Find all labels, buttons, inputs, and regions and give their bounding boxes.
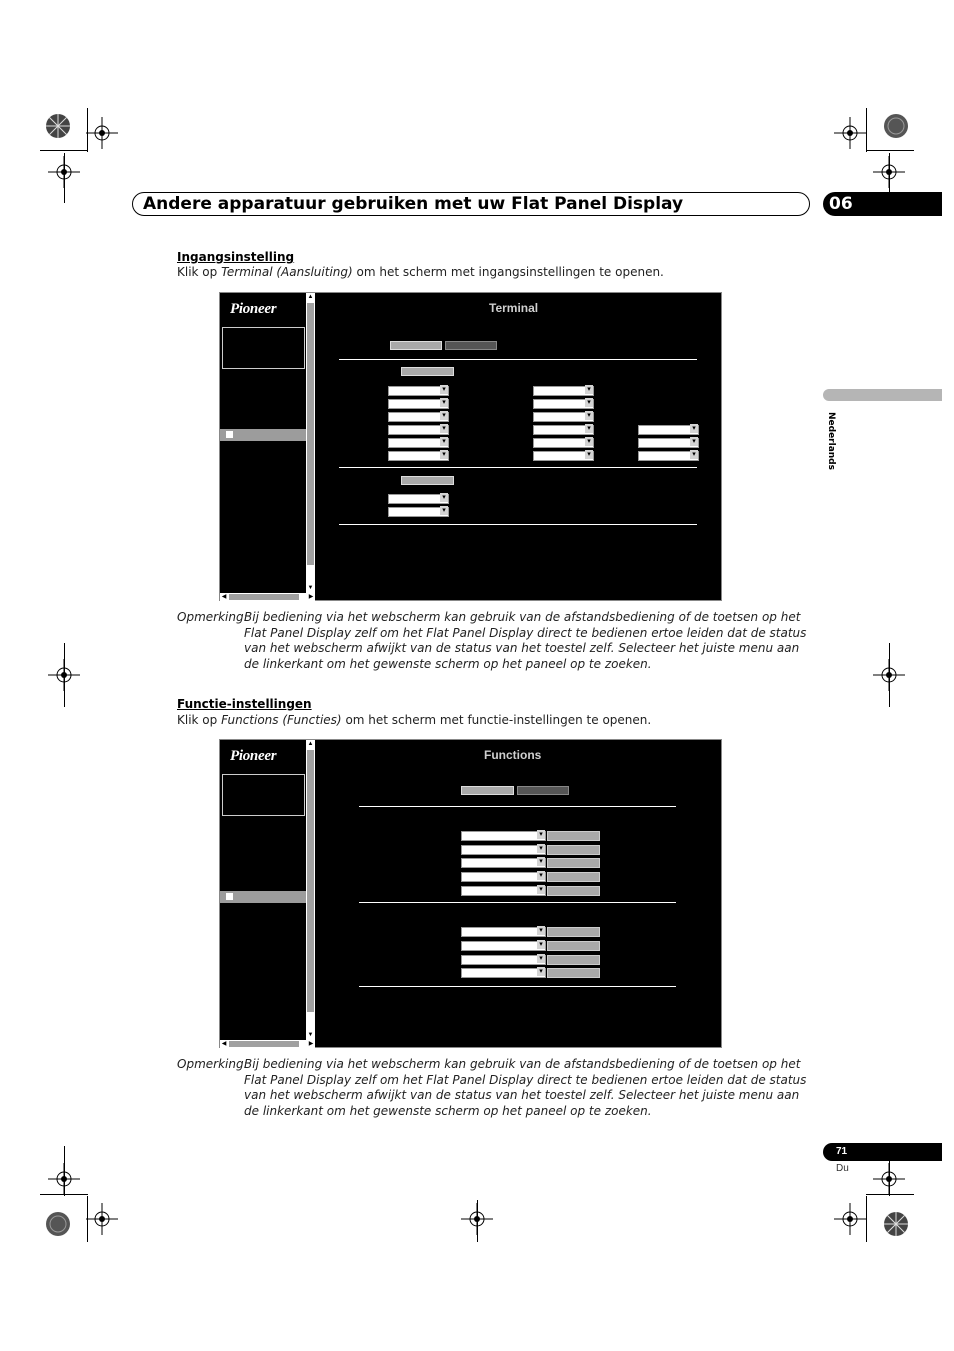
sidebar-item-selected[interactable] — [220, 891, 306, 903]
crosshair-icon — [48, 156, 80, 188]
language-tab — [823, 389, 942, 401]
horizontal-scrollbar[interactable] — [220, 593, 315, 601]
value-box[interactable] — [547, 886, 600, 896]
scroll-down-icon[interactable]: ▼ — [307, 1032, 314, 1038]
dropdown[interactable] — [533, 451, 594, 461]
screenshot-sidebar — [220, 293, 306, 600]
value-box[interactable] — [547, 941, 600, 951]
dropdown[interactable] — [461, 831, 546, 841]
dropdown[interactable] — [388, 451, 449, 461]
sidebar-box — [222, 327, 305, 369]
scroll-thumb[interactable] — [229, 594, 299, 600]
scroll-down-icon[interactable]: ▼ — [307, 585, 314, 591]
dropdown[interactable] — [461, 955, 546, 965]
value-box[interactable] — [547, 968, 600, 978]
page-number: 71 — [836, 1146, 848, 1157]
dropdown[interactable] — [461, 968, 546, 978]
registration-wheel-icon — [44, 1210, 72, 1238]
dropdown[interactable] — [388, 399, 449, 409]
tab-button[interactable] — [517, 786, 569, 795]
checkbox-icon — [226, 893, 233, 900]
value-box[interactable] — [547, 955, 600, 965]
dropdown[interactable] — [638, 438, 699, 448]
divider — [339, 359, 697, 360]
value-box[interactable] — [547, 831, 600, 841]
chapter-badge — [823, 192, 942, 216]
pioneer-logo: Pioneer — [230, 748, 277, 764]
screenshot-sidebar — [220, 740, 306, 1047]
functions-screenshot — [219, 739, 722, 1048]
menu-reference: Functions (Functies) — [221, 713, 342, 727]
section-button[interactable] — [401, 476, 454, 485]
dropdown[interactable] — [461, 872, 546, 882]
dropdown[interactable] — [533, 425, 594, 435]
vertical-scrollbar[interactable] — [306, 293, 315, 593]
dropdown[interactable] — [533, 399, 594, 409]
dropdown[interactable] — [388, 386, 449, 396]
value-box[interactable] — [547, 858, 600, 868]
scroll-thumb[interactable] — [307, 750, 314, 1012]
page-title-bar — [132, 192, 810, 216]
note-text: Bij bediening via het webscherm kan gebruik van de afstandsbediening of de toetsen op het Flat Panel Display zelf om het Flat Panel Display direct te bedienen ertoe leiden dat de status van het webscherm afwijkt van de status van het toestel zelf. Selecteer het juiste menu aan de linkerkant om het gewenste scherm op het paneel op te zoeken. — [244, 1057, 807, 1118]
dropdown[interactable] — [461, 845, 546, 855]
vertical-scrollbar[interactable] — [306, 740, 315, 1040]
page-title: Andere apparatuur gebruiken met uw Flat Panel Display — [143, 194, 684, 214]
language-label: Nederlands — [826, 412, 836, 470]
tab-button-active[interactable] — [461, 786, 514, 795]
screen-title: Terminal — [489, 301, 539, 315]
scroll-thumb[interactable] — [307, 303, 314, 565]
section-intro: Klik op Functions (Functies) om het scherm met functie-instellingen te openen. — [177, 713, 652, 727]
crosshair-icon — [461, 1203, 493, 1235]
registration-wheel-icon — [882, 1210, 910, 1238]
dropdown[interactable] — [388, 412, 449, 422]
terminal-screenshot — [219, 292, 722, 601]
dropdown[interactable] — [461, 927, 546, 937]
note-label: Opmerking: — [177, 610, 248, 624]
crosshair-icon — [48, 1163, 80, 1195]
scroll-left-icon[interactable]: ◀ — [221, 594, 227, 600]
dropdown[interactable] — [461, 886, 546, 896]
dropdown[interactable] — [388, 425, 449, 435]
divider — [339, 467, 697, 468]
scroll-up-icon[interactable]: ▲ — [307, 294, 314, 300]
section-button[interactable] — [401, 367, 454, 376]
divider — [359, 986, 676, 987]
dropdown[interactable] — [388, 438, 449, 448]
pioneer-logo: Pioneer — [230, 301, 277, 317]
dropdown[interactable] — [638, 425, 699, 435]
crosshair-icon — [873, 659, 905, 691]
scroll-right-icon[interactable]: ▶ — [308, 594, 314, 600]
dropdown[interactable] — [533, 412, 594, 422]
divider — [339, 524, 697, 525]
checkbox-icon — [226, 431, 233, 438]
value-box[interactable] — [547, 845, 600, 855]
dropdown[interactable] — [388, 507, 449, 517]
divider — [359, 902, 676, 903]
crosshair-icon — [873, 156, 905, 188]
tab-button[interactable] — [445, 341, 497, 350]
registration-wheel-icon — [44, 112, 72, 140]
scroll-thumb[interactable] — [229, 1041, 299, 1047]
dropdown[interactable] — [533, 386, 594, 396]
section-intro: Klik op Terminal (Aansluiting) om het scherm met ingangsinstellingen te openen. — [177, 265, 664, 279]
page-number-badge — [823, 1143, 942, 1161]
dropdown[interactable] — [461, 941, 546, 951]
dropdown[interactable] — [638, 451, 699, 461]
dropdown[interactable] — [533, 438, 594, 448]
value-box[interactable] — [547, 927, 600, 937]
sidebar-box — [222, 774, 305, 816]
screen-title: Functions — [484, 748, 542, 762]
crosshair-icon — [48, 659, 80, 691]
scroll-left-icon[interactable]: ◀ — [221, 1041, 227, 1047]
crosshair-icon — [834, 117, 866, 149]
horizontal-scrollbar[interactable] — [220, 1040, 315, 1048]
section-heading-functie-instellingen: Functie-instellingen — [177, 697, 312, 711]
crosshair-icon — [86, 117, 118, 149]
menu-reference: Terminal (Aansluiting) — [221, 265, 353, 279]
tab-button-active[interactable] — [390, 341, 442, 350]
crosshair-icon — [834, 1203, 866, 1235]
note-label: Opmerking: — [177, 1057, 248, 1071]
divider — [359, 806, 676, 807]
sidebar-item-selected[interactable] — [220, 429, 306, 441]
crosshair-icon — [873, 1163, 905, 1195]
scroll-up-icon[interactable]: ▲ — [307, 741, 314, 747]
value-box[interactable] — [547, 872, 600, 882]
dropdown[interactable] — [461, 858, 546, 868]
section-heading-ingangsinstelling: Ingangsinstelling — [177, 250, 295, 264]
note-text: Bij bediening via het webscherm kan gebruik van de afstandsbediening of de toetsen op het Flat Panel Display zelf om het Flat Panel Display direct te bedienen ertoe leiden dat de status van het webscherm afwijkt van de status van het toestel zelf. Selecteer het juiste menu aan de linkerkant om het gewenste scherm op het paneel op te zoeken. — [244, 610, 807, 671]
language-code: Du — [836, 1163, 849, 1174]
dropdown[interactable] — [388, 494, 449, 504]
scroll-right-icon[interactable]: ▶ — [308, 1041, 314, 1047]
chapter-number: 06 — [829, 194, 853, 214]
registration-wheel-icon — [882, 112, 910, 140]
crosshair-icon — [86, 1203, 118, 1235]
